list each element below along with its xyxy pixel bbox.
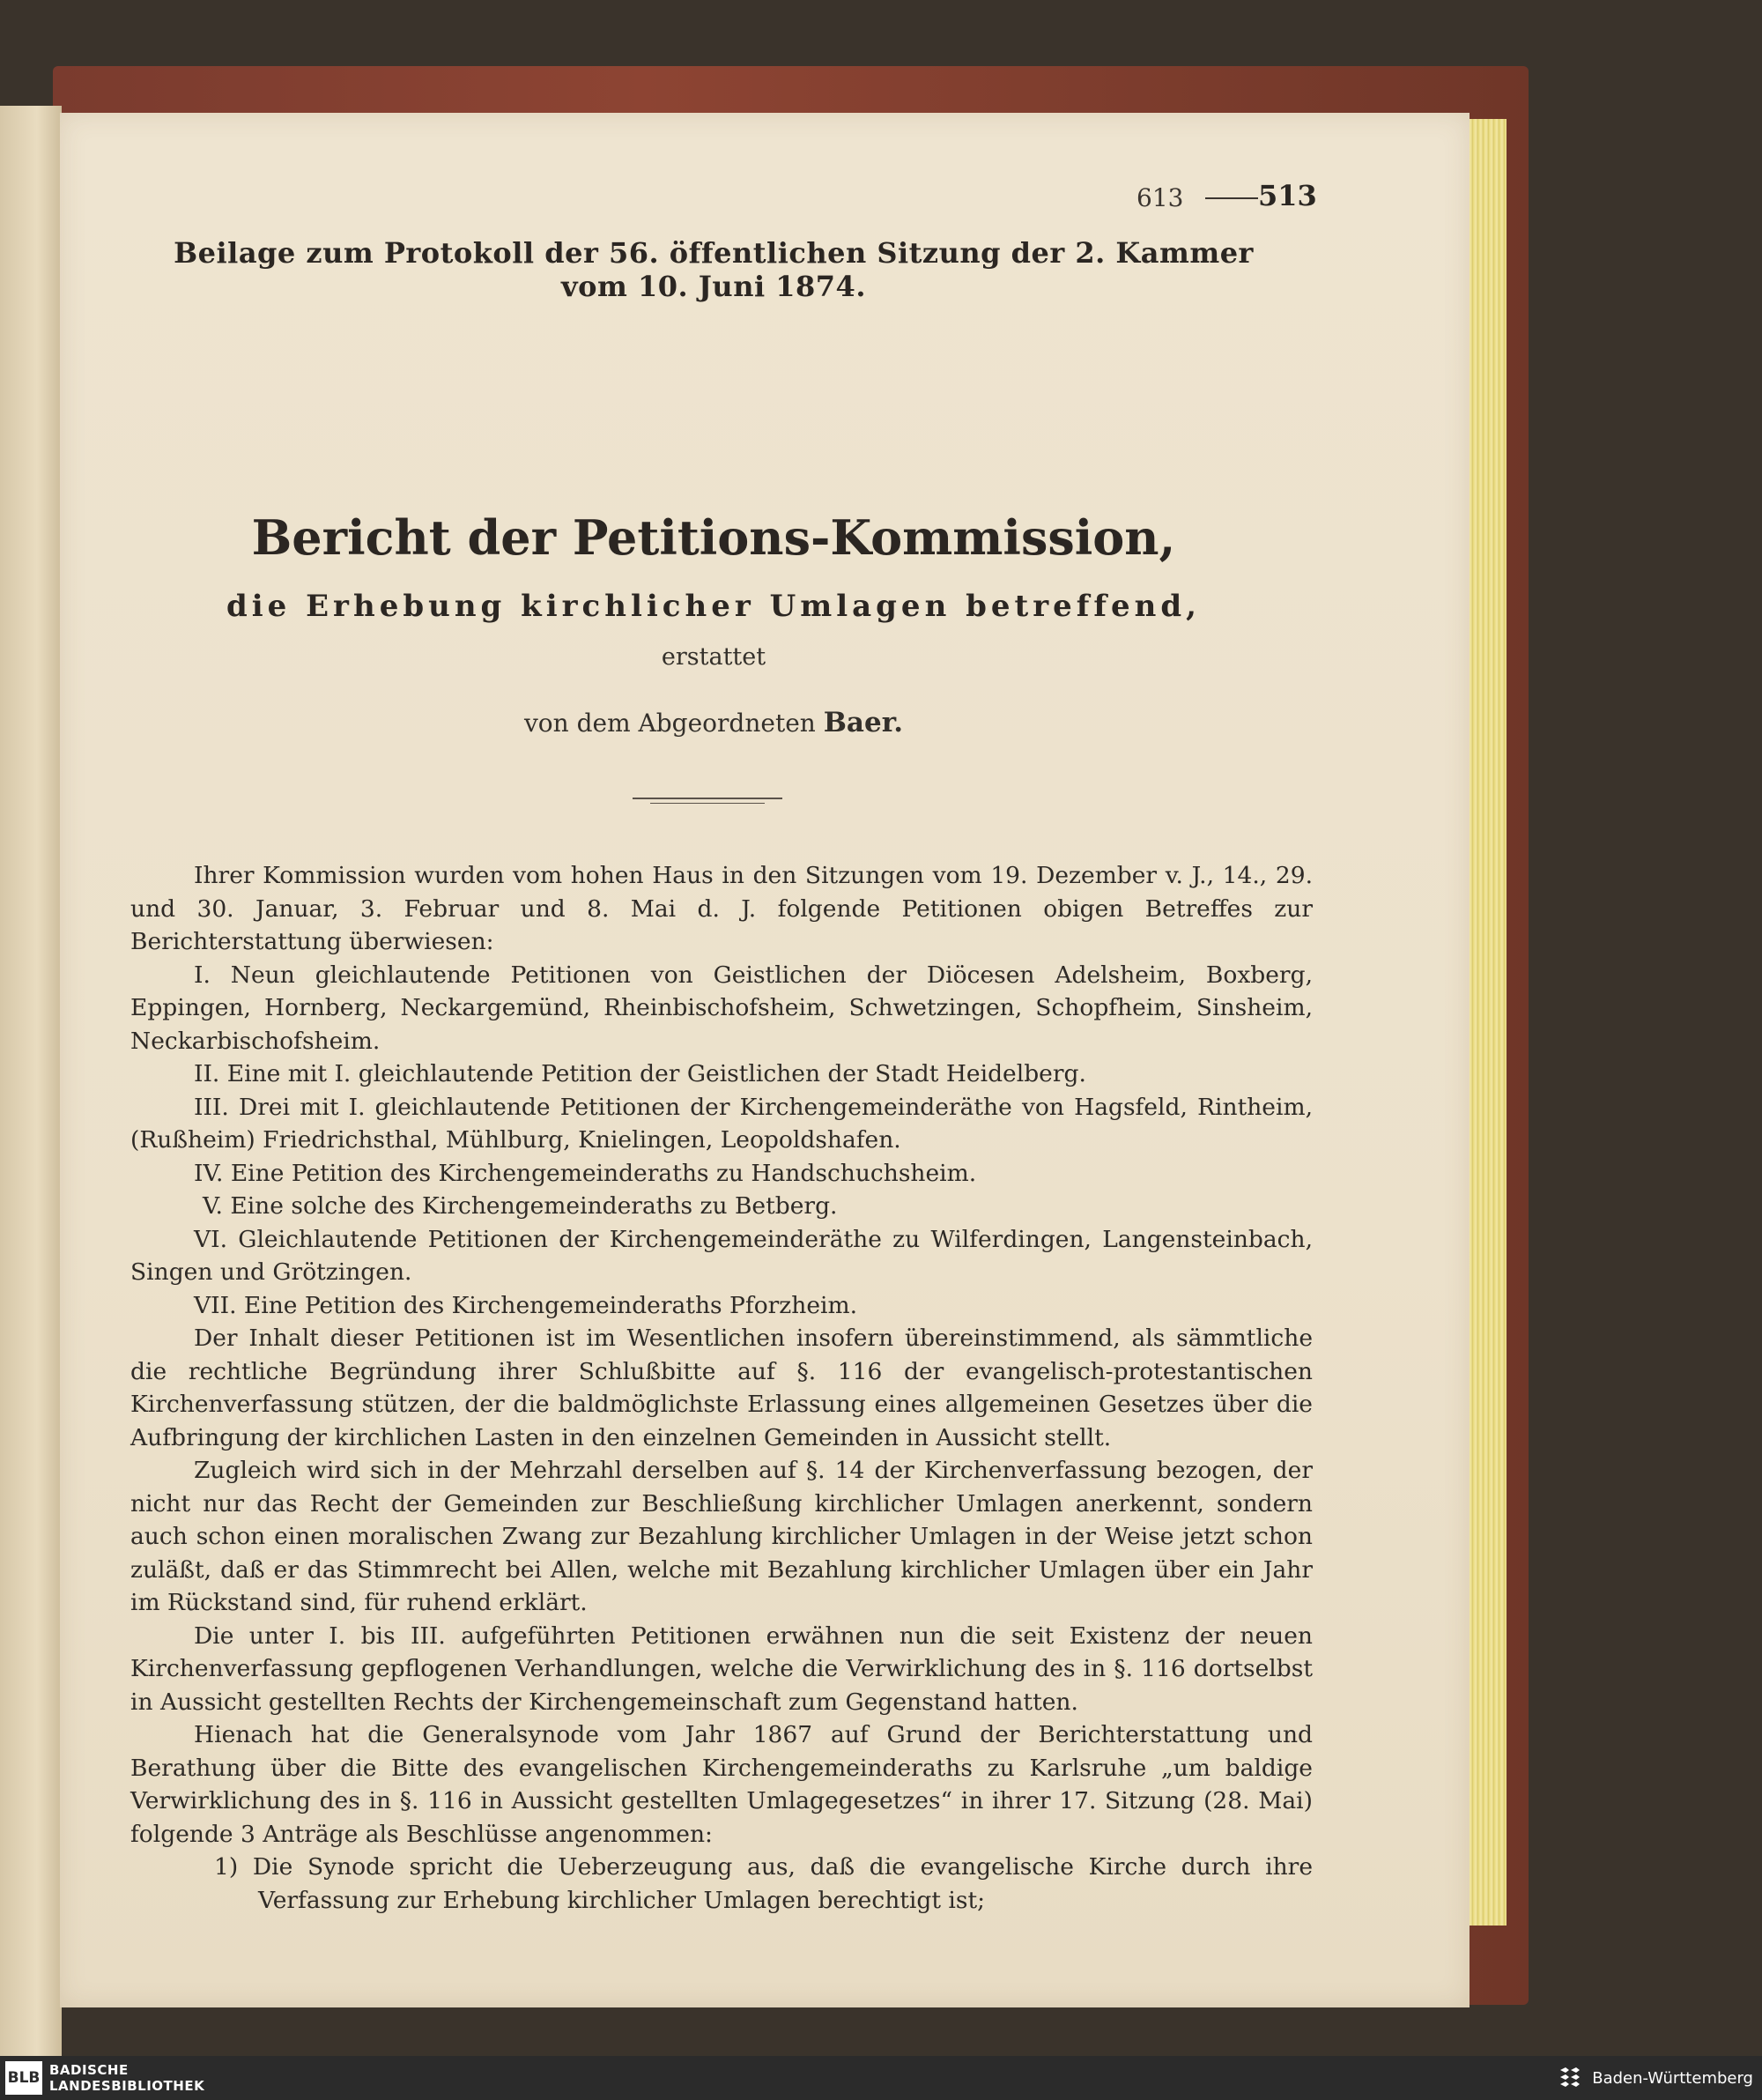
report-byline (141, 707, 1286, 738)
report-erstattet: erstattet (661, 643, 766, 671)
blb-logo[interactable]: BLB (5, 2061, 42, 2095)
body-paragraph: Zugleich wird sich in der Mehrzahl derselben auf §. 14 der Kirchenverfassung bezogen, der nicht nur das Recht der Gemeinden zur Beschließung kirchlicher Umlagen anerkennt, sondern auch schon einen moralischen Zwang zur Bezahlung kirchlicher Umlagen in der Weise jetzt schon zuläßt, daß er das Stimmrecht bei Allen, welche mit Bezahlung kirchlicher Umlagen über ein Jahr im Rückstand sind, für ruhend erklärt. (130, 1457, 1313, 1616)
left-page-edge (0, 106, 62, 2056)
petition-list-item: IV. Eine Petition des Kirchengemeinderaths zu Handschuchsheim. (194, 1159, 977, 1187)
petition-list-item: 1) Die Synode spricht die Ueberzeugung aus, daß die evangelische Kirche durch ihre Verfassung zur Erhebung kirchlicher Umlagen berechtigt ist; (214, 1853, 1313, 1914)
body-paragraph: Ihrer Kommission wurden vom hohen Haus in den Sitzungen vom 19. Dezember v. J., 14., 29. und 30. Januar, 3. Februar und 8. Mai d. J. folgende Petitionen obigen Betreffes zur Berichterstattung überwiesen: (130, 862, 1313, 955)
petition-list-item: III. Drei mit I. gleichlautende Petitionen der Kirchengemeinderäthe von Hagsfeld, Rintheim, (Rußheim) Friedrichsthal, Mühlburg, Knielingen, Leopoldshafen. (130, 1093, 1313, 1154)
byline-prefix: von dem Abgeordneten (523, 709, 816, 738)
petition-list-item: II. Eine mit I. gleichlautende Petition der Geistlichen der Stadt Heidelberg. (194, 1060, 1086, 1087)
title-divider (633, 798, 782, 799)
lions-crest-icon (1557, 2065, 1583, 2091)
report-subtitle: die Erhebung kirchlicher Umlagen betreffend, (226, 589, 1201, 624)
library-name[interactable] (49, 2062, 204, 2094)
title-divider-second (650, 803, 765, 804)
body-paragraph: Der Inhalt dieser Petitionen ist im Wesentlichen insofern übereinstimmend, als sämmtliche die rechtliche Begründung ihrer Schlußbitte auf §. 116 der evangelisch-protestantischen Kirchenverfassung stützen, der die baldmöglichste Erlassung eines allgemeinen Gesetzes über die Aufbringung der kirchlichen Lasten in den einzelnen Gemeinden in Aussicht stellt. (130, 1325, 1313, 1451)
body-text (130, 859, 1313, 1917)
body-paragraph: Die unter I. bis III. aufgeführten Petitionen erwähnen nun die seit Existenz der neuen Kirchenverfassung gepflogenen Verhandlungen, welche die Verwirklichung des in §. 116 dortselbst in Aussicht gestellten Rechts der Kirchengemeinschaft zum Gegenstand hatten. (130, 1621, 1313, 1716)
state-logo-text: Baden-Württemberg (1592, 2068, 1753, 2088)
petition-list-item: VI. Gleichlautende Petitionen der Kirchengemeinderäthe zu Wilferdingen, Langensteinbach, Singen und Grötzingen. (130, 1225, 1313, 1286)
page-number: 613 (1136, 183, 1184, 212)
viewer-footer (0, 2056, 1762, 2100)
petition-list-item: V. Eine solche des Kirchengemeinderaths zu Betberg. (203, 1192, 838, 1220)
petition-list-item: I. Neun gleichlautende Petitionen von Geistlichen der Diöcesen Adelsheim, Boxberg, Eppingen, Hornberg, Neckargemünd, Rheinbischofsheim, Schwetzingen, Schopfheim, Sinsheim, Neckarbischofsheim. (130, 961, 1313, 1055)
baden-wuerttemberg-logo[interactable] (1557, 2063, 1753, 2093)
byline-name: Baer. (823, 707, 904, 738)
report-title: Bericht der Petitions-Kommission, (251, 509, 1176, 566)
page-header: Beilage zum Protokoll der 56. öffentlichen Sitzung der 2. Kammer vom 10. Juni 1874. (174, 236, 1254, 303)
library-name-line2: LANDESBIBLIOTHEK (49, 2078, 205, 2094)
petition-list-item: VII. Eine Petition des Kirchengemeinderaths Pforzheim. (194, 1291, 858, 1319)
page-number-rule (1205, 197, 1258, 199)
body-paragraph: Hienach hat die Generalsynode vom Jahr 1867 auf Grund der Berichterstattung und Berathung über die Bitte des evangelischen Kirchengemeinderaths zu Karlsruhe „um baldige Verwirklichung des in §. 116 in Aussicht gestellten Umlagegesetzes“ in ihrer 17. Sitzung (28. Mai) folgende 3 Anträge als Beschlüsse angenommen: (130, 1721, 1313, 1848)
library-name-line1: BADISCHE (49, 2062, 129, 2078)
page-number-bold: 513 (1258, 179, 1317, 212)
